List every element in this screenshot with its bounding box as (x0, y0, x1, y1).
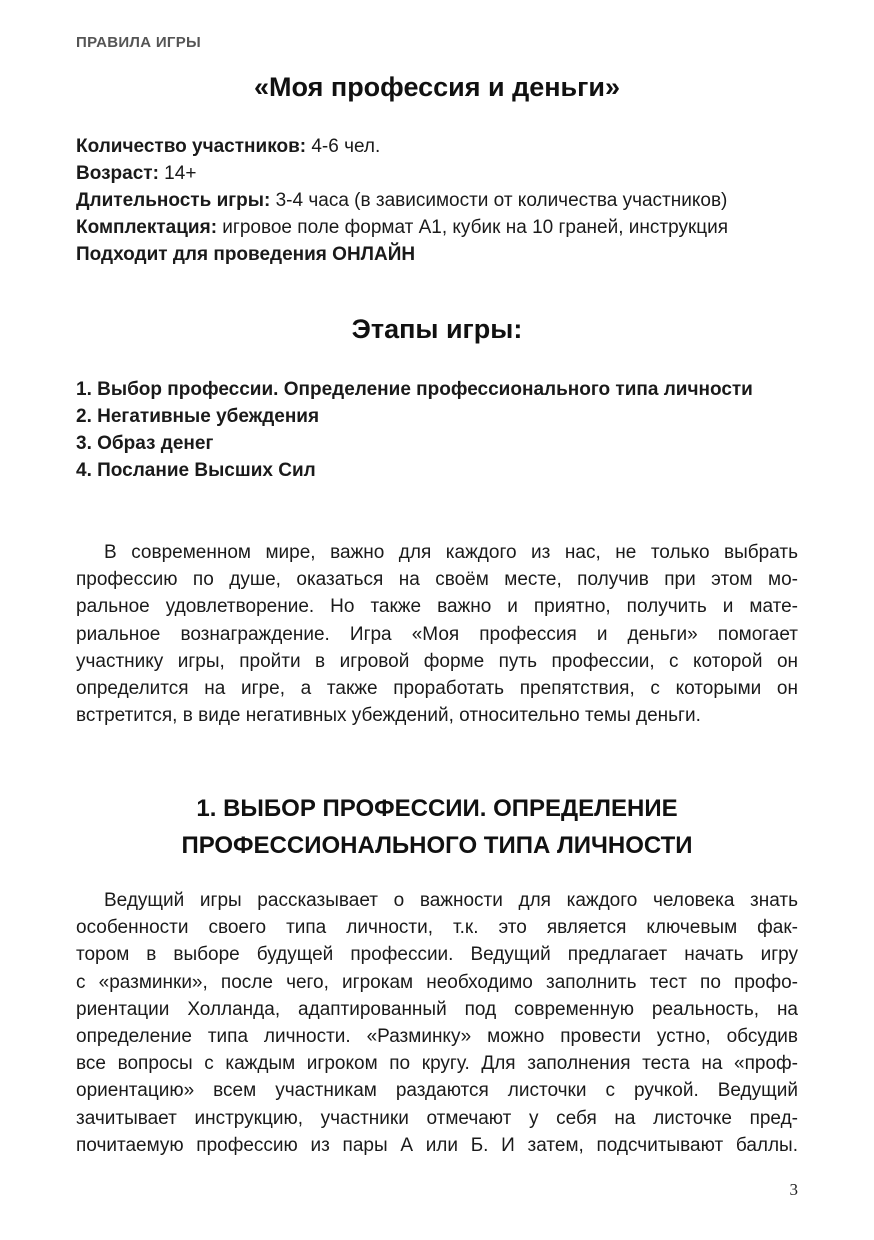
info-label: Количество участников: (76, 136, 307, 157)
page-number: 3 (789, 1180, 798, 1199)
stages-heading: Этапы игры: (351, 314, 523, 344)
text-line: определение типа личности. «Разминку» можно провести устно, обсудив (76, 1026, 798, 1048)
game-info-block (76, 133, 816, 268)
info-value: 4-6 чел. (306, 136, 381, 157)
section-heading-line: 1. ВЫБОР ПРОФЕССИИ. ОПРЕДЕЛЕНИЕ (196, 795, 678, 822)
info-label: Комплектация: (76, 217, 218, 238)
info-value: 3-4 часа (в зависимости от количества участников) (270, 190, 728, 211)
text-line: все вопросы с каждым игроком по кругу. Для заполнения теста на «проф- (76, 1053, 798, 1075)
section-paragraph (76, 887, 798, 1159)
text-line: В современном мире, важно для каждого из нас, не только выбрать (104, 542, 798, 563)
info-label: Возраст: (76, 163, 159, 184)
intro-paragraph (76, 539, 798, 729)
stage-item: 3. Образ денег (76, 433, 214, 454)
info-label: Подходит для проведения ОНЛАЙН (76, 244, 416, 265)
section-heading-line: ПРОФЕССИОНАЛЬНОГО ТИПА ЛИЧНОСТИ (181, 832, 693, 859)
info-contents (76, 214, 816, 241)
text-line: определится на игре, а также проработать препятствия, с которыми он (76, 678, 798, 700)
stage-item: 4. Послание Высших Сил (76, 460, 316, 481)
text-line: тором в выборе будущей профессии. Ведущий предлагает начать игру (76, 944, 798, 966)
text-line: встретится, в виде негативных убеждений, относительно темы деньги. (76, 705, 701, 727)
text-line: ральное удовлетворение. Но также важно и приятно, получить и мате- (76, 596, 798, 618)
text-line: ориентацию» всем участникам раздаются листочки с ручкой. Ведущий (76, 1080, 798, 1102)
game-title: «Моя профессия и деньги» (253, 72, 621, 102)
text-line: риальное вознаграждение. Игра «Моя профессия и деньги» помогает (76, 623, 798, 645)
running-header: ПРАВИЛА ИГРЫ (76, 34, 202, 51)
text-line: Ведущий игры рассказывает о важности для каждого человека знать (104, 890, 798, 911)
section-heading (0, 790, 874, 864)
info-duration (76, 187, 816, 214)
info-online (76, 241, 816, 268)
text-line: профессию по душе, оказаться на своём месте, получив при этом мо- (76, 569, 798, 591)
stage-item: 1. Выбор профессии. Определение профессионального типа личности (76, 379, 753, 400)
info-participants (76, 133, 816, 160)
text-line: с «разминки», после чего, игрокам необходимо заполнить тест по профо- (76, 971, 798, 993)
info-value: 14+ (158, 163, 197, 184)
text-line: зачитывает инструкцию, участники отмечают у себя на листочке пред- (76, 1107, 798, 1129)
info-age (76, 160, 816, 187)
info-value: игровое поле формат А1, кубик на 10 граней, инструкция (217, 217, 729, 238)
text-line: почитаемую профессию из пары А или Б. И затем, подсчитывают баллы. (76, 1134, 798, 1156)
info-label: Длительность игры: (76, 190, 271, 211)
text-line: риентации Холланда, адаптированный под современную реальность, на (76, 998, 798, 1020)
stages-list (76, 376, 816, 484)
text-line: участнику игры, пройти в игровой форме путь профессии, с которой он (76, 650, 798, 672)
stage-item: 2. Негативные убеждения (76, 406, 320, 427)
text-line: особенности своего типа личности, т.к. это является ключевым фак- (76, 917, 798, 939)
